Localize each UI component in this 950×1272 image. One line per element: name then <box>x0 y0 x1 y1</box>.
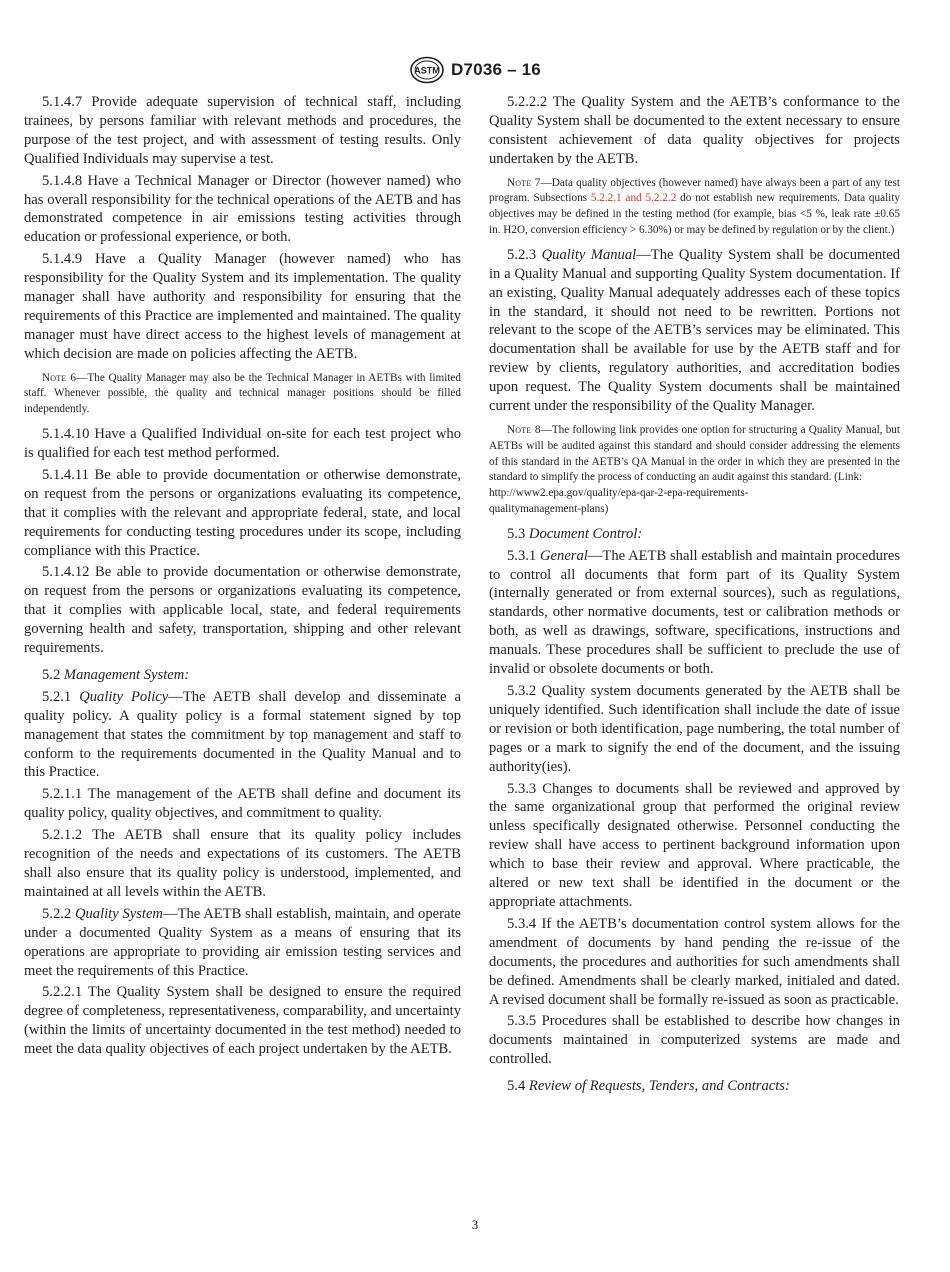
note-7 <box>489 176 900 239</box>
paragraph-5-3-3: 5.3.3 Changes to documents shall be reviewed and approved by the same organizational group that performed the original review unless specifically designated otherwise. Personnel conducting the review shall have access to pertinent background information upon which to base their review and approval. Where practicable, the altered or new text shall be identified in the document or the appropriate attachments. <box>489 780 900 910</box>
section-5-3-1-title: General <box>540 547 588 564</box>
note-8 <box>489 423 900 518</box>
note-6-label: Note 6 <box>42 371 77 384</box>
section-5-3-1-text: —The AETB shall establish and maintain procedures to control all documents that form part of its Quality System (internally generated or from external sources), such as regulations, standards, other normative documents, test or calibration methods or both, as well as drawings, software, specifications, instructions and manuals. These procedures shall be sufficient to preclude the use of invalid or obsolete documents or both. <box>489 547 900 678</box>
paragraph-5-1-4-12: 5.1.4.12 Be able to provide documentation or otherwise demonstrate, on request from the persons or organizations evaluating its competence, that it complies with applicable local, state, and federal requirements governing health and safety, transportation, shipping and other relevant requirements. <box>24 564 461 657</box>
section-5-4-number: 5.4 <box>507 1078 526 1095</box>
section-5-3-title: Document Control: <box>528 525 643 542</box>
paragraph-5-2-2-1: 5.2.2.1 The Quality System shall be designed to ensure the required degree of completeness, representativeness, comparability, and uncertainty (within the limits of uncertainty documented in the test method) needed to meet the data quality objectives of each project undertaken by the AETB. <box>24 984 461 1058</box>
section-5-2-1-title: Quality Policy <box>79 688 169 705</box>
note-8-label: Note 8 <box>507 423 541 436</box>
section-5-3-heading <box>489 525 900 544</box>
note-8-url-line-1: http://www2.epa.gov/quality/epa-qar-2-epa-requirements- <box>489 487 749 500</box>
section-5-4-heading <box>489 1077 900 1096</box>
section-5-4-title: Review of Requests, Tenders, and Contracts: <box>528 1078 790 1095</box>
page-number: 3 <box>471 1218 479 1232</box>
paragraph-5-2-2-2: 5.2.2.2 The Quality System and the AETB’s conformance to the Quality System shall be documented to the extent necessary to ensure consistent achievement of data quality objectives for projects undertaken by the AETB. <box>489 94 900 167</box>
section-5-2-1-text: —The AETB shall develop and disseminate a quality policy. A quality policy is a formal statement signed by top management that states the commitment by top management and staff to conform to the requirements documented in the Quality Manual and to this Practice. <box>24 688 461 781</box>
paragraph-5-2-1-2: 5.2.1.2 The AETB shall ensure that its quality policy includes recognition of the needs and expectations of its customers. The AETB shall also ensure that its quality policy is understood, implemented, and maintained at all levels within the AETB. <box>24 827 461 900</box>
section-5-2-1-number: 5.2.1 <box>42 688 72 705</box>
paragraph-5-2-1-1: 5.2.1.1 The management of the AETB shall define and document its quality policy, quality objectives, and commitment to quality. <box>24 786 461 822</box>
note-7-text-a: —Data quality objectives (however named) have always been a part of any test program. Subsections <box>489 176 900 205</box>
section-5-2-heading <box>24 666 461 685</box>
note-8-text: —The following link provides one option for structuring a Quality Manual, but AETBs will be audited against this standard and should consider addressing the elements of this standard in the AETB’s QA Manual in the order in which they are presented in the standard to simplify the process of conducting an audit against this standard. (Link: <box>489 423 900 484</box>
section-5-2-title: Management System: <box>63 666 190 683</box>
note-6 <box>24 371 461 418</box>
note-7-label: Note 7 <box>507 176 541 189</box>
section-5-2-3-title: Quality Manual <box>541 246 637 263</box>
paragraph-5-1-4-7: 5.1.4.7 Provide adequate supervision of technical staff, including trainees, by persons familiar with relevant methods and procedures, the purpose of the test project, and with assessment of testing results. Only Qualified Individuals may supervise a test. <box>24 94 461 167</box>
section-5-3-1-number: 5.3.1 <box>507 547 537 564</box>
section-5-2-3-text: —The Quality System shall be documented in a Quality Manual and supporting Quality System documentation. If an existing, Quality Manual adequately addresses each of these topics in the standard, it should not need to be rewritten. Portions not relevant to the scope of the AETB’s services may be eliminated. This documentation shall be available for use by the AETB staff and for review by clients, regulatory authorities, and accreditation bodies upon request. The Quality System documents shall be maintained current under the responsibility of the Quality Manager. <box>489 246 900 415</box>
paragraph-5-1-4-8: 5.1.4.8 Have a Technical Manager or Director (however named) who has overall responsibility for the technical operations of the AETB and has demonstrated competence in air emissions testing activities through education or professional experience, or both. <box>24 172 461 246</box>
note-7-text-b: do not establish new requirements. Data quality objectives may be defined in the testing method (for example, bias <5 %, leak rate ±0.65 in. H2O, conversion efficiency > 6.30%) or may be defined by regulation or by the client.) <box>489 192 900 237</box>
paragraph-5-3-2: 5.3.2 Quality system documents generated by the AETB shall be uniquely identified. Such identification shall include the date of issue or revision or both identification, page numbering, the total number of pages or a mark to signify the end of the document, and the issuing authority(ies). <box>489 683 900 775</box>
paragraph-5-1-4-9: 5.1.4.9 Have a Quality Manager (however named) who has responsibility for the Quality System and its implementation. The quality manager shall have authority and responsibility for ensuring that the requirements of this Practice are implemented and maintained. The quality manager must have direct access to the highest levels of management at which decision are made on policies affecting the AETB. <box>24 251 461 362</box>
paragraph-5-1-4-10: 5.1.4.10 Have a Qualified Individual on-site for each test project who is qualified for each test method performed. <box>24 426 461 461</box>
paragraph-5-2-2 <box>24 905 461 981</box>
left-column <box>24 93 461 1059</box>
document-id: D7036 – 16 <box>451 60 541 79</box>
paragraph-5-2-3 <box>489 246 900 416</box>
paragraph-5-2-1 <box>24 688 461 783</box>
paragraph-5-3-5: 5.3.5 Procedures shall be established to describe how changes in documents maintained in computerized systems are made and controlled. <box>489 1013 900 1068</box>
note-6-text: —The Quality Manager may also be the Technical Manager in AETBs with limited staff. Whenever possible, the quality and technical manager positions should be filled independently. <box>24 371 461 416</box>
paragraph-5-3-1 <box>489 547 900 679</box>
section-5-2-2-text: —The AETB shall establish, maintain, and operate under a documented Quality System as a means of ensuring that its operations are appropriate to providing air emission testing services and meet the requirements of this Practice. <box>24 905 461 979</box>
subsection-cross-reference-link[interactable]: 5.2.2.1 and 5.2.2.2 <box>590 192 677 205</box>
section-5-2-2-number: 5.2.2 <box>42 905 72 922</box>
right-column <box>489 93 900 1096</box>
paragraph-5-1-4-11: 5.1.4.11 Be able to provide documentation or otherwise demonstrate, on request from the persons or organizations evaluating its competence, that it complies with the relevant and appropriate federal, state, and local requirements for conducting testing procedures under its scope, including compliance with this Practice. <box>24 466 461 559</box>
logo-text: ASTM <box>414 65 440 76</box>
page-header <box>0 54 950 86</box>
section-5-2-number: 5.2 <box>42 666 61 683</box>
section-5-2-2-title: Quality System <box>74 905 163 922</box>
paragraph-5-3-4: 5.3.4 If the AETB’s documentation control system allows for the amendment of documents by hand pending the re-issue of the documents, the procedures and authorities for such amendments shall be defined. Amendments shall be clearly marked, initialed and dated. A revised document shall be formally re-issued as soon as practicable. <box>489 915 900 1008</box>
section-5-2-3-number: 5.2.3 <box>507 246 537 263</box>
section-5-3-number: 5.3 <box>507 525 526 542</box>
astm-logo-icon <box>409 56 445 84</box>
note-8-url-line-2: qualitymanagement-plans) <box>489 502 609 515</box>
